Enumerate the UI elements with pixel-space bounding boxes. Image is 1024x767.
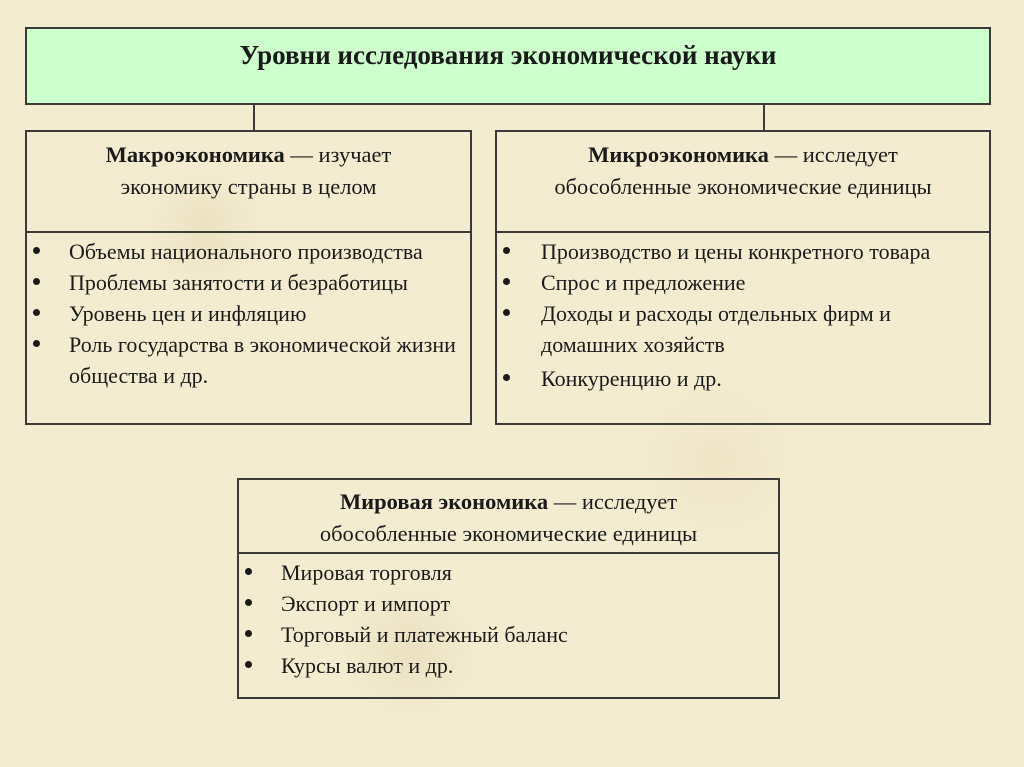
world-list: [239, 554, 778, 681]
micro-heading-verb: — исследует: [768, 142, 898, 167]
list-item: Доходы и расходы отдельных фирм и домашних хозяйств: [497, 298, 989, 360]
macro-heading-verb: — изучает: [284, 142, 392, 167]
world-heading-verb: — исследует: [548, 489, 678, 514]
micro-list: [497, 233, 989, 394]
list-item: Мировая торговля: [239, 557, 778, 588]
list-item: Роль государства в экономической жизни общества и др.: [27, 329, 470, 391]
macro-heading-scope: экономику страны в целом: [120, 174, 377, 199]
world-heading-term: Мировая экономика: [339, 489, 549, 514]
list-item: Курсы валют и др.: [239, 650, 778, 681]
connector-macro: [253, 104, 255, 131]
macro-panel: [25, 130, 472, 425]
macro-header: [27, 132, 470, 233]
list-item: Экспорт и импорт: [239, 588, 778, 619]
world-header: [239, 480, 778, 554]
micro-header: [497, 132, 989, 233]
list-item: Спрос и предложение: [497, 267, 989, 298]
list-item: Проблемы занятости и безработицы: [27, 267, 470, 298]
diagram-title: Уровни исследования экономической науки: [239, 39, 777, 70]
micro-panel: [495, 130, 991, 425]
micro-heading-term: Микроэкономика: [588, 142, 769, 167]
title-box: [25, 27, 991, 105]
connector-micro: [763, 104, 765, 131]
world-panel: [237, 478, 780, 699]
macro-list: [27, 233, 470, 391]
list-item: Уровень цен и инфляцию: [27, 298, 470, 329]
list-item: Торговый и платежный баланс: [239, 619, 778, 650]
list-item: Конкуренцию и др.: [497, 363, 989, 394]
list-item: Производство и цены конкретного товара: [497, 236, 989, 267]
micro-heading-scope: обособленные экономические единицы: [554, 174, 932, 199]
list-item: Объемы национального производства: [27, 236, 470, 267]
macro-heading-term: Макроэкономика: [105, 142, 285, 167]
world-heading-scope: обособленные экономические единицы: [319, 521, 698, 546]
